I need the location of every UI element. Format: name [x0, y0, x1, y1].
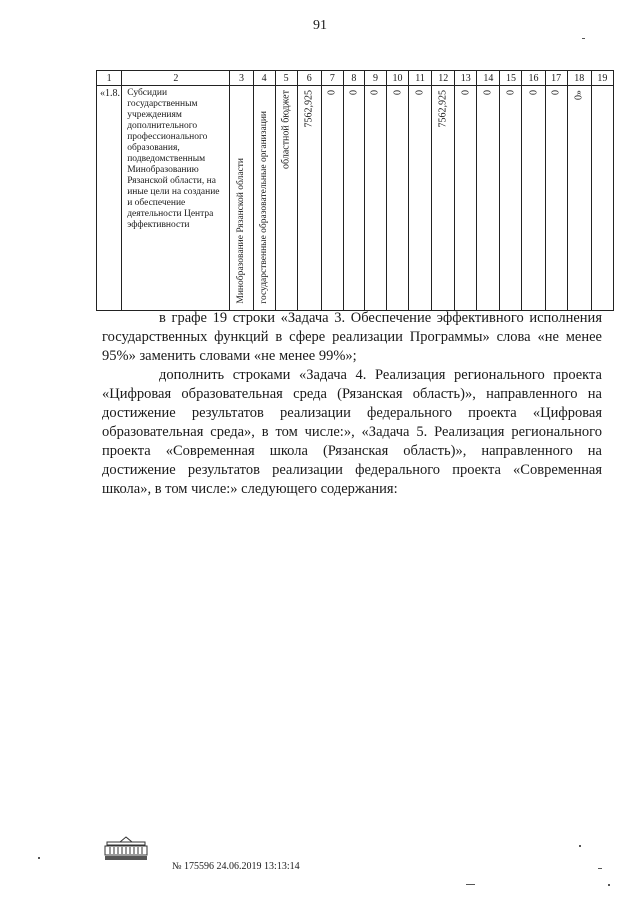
value-cell — [343, 86, 364, 311]
column-header: 7 — [321, 71, 343, 86]
cell-value: 0» — [573, 90, 585, 100]
cell-value: 0 — [348, 90, 360, 95]
column-header: 4 — [253, 71, 275, 86]
value-cell — [522, 86, 545, 311]
column-header: 16 — [522, 71, 545, 86]
cell-value: 0 — [392, 90, 403, 95]
value-cell — [409, 86, 432, 311]
cell-value: 0 — [460, 90, 472, 95]
table-row — [97, 86, 614, 311]
cell-value: 7562,925 — [437, 90, 449, 128]
value-cell — [591, 86, 613, 311]
cell-value: 0 — [528, 90, 540, 95]
scan-speck — [579, 845, 581, 847]
column-header: 2 — [122, 71, 230, 86]
paragraph: в графе 19 строки «Задача 3. Обеспечение эффективного исполнения государственных функций в сфере реализации Программы» слова «не менее 95%» заменить словами «не менее 99%»; — [102, 310, 602, 364]
column-header: 8 — [343, 71, 364, 86]
cell-value: 0 — [326, 90, 338, 95]
value-cell — [386, 86, 408, 311]
responsible-cell — [230, 86, 253, 311]
recipient-text: государственные образовательные организации — [259, 111, 270, 304]
value-cell — [500, 86, 522, 311]
column-header: 19 — [591, 71, 613, 86]
government-building-stamp-icon — [103, 833, 149, 863]
scan-speck — [466, 884, 475, 885]
column-header: 14 — [477, 71, 500, 86]
scan-speck — [38, 857, 40, 859]
funding-source-cell — [275, 86, 297, 311]
column-header: 3 — [230, 71, 253, 86]
value-cell — [364, 86, 386, 311]
value-cell — [477, 86, 500, 311]
total-cell — [297, 86, 321, 311]
responsible-text: Минобразование Рязанской области — [236, 158, 247, 304]
value-cell — [321, 86, 343, 311]
budget-table — [96, 70, 614, 311]
scan-speck — [608, 884, 610, 886]
column-header: 5 — [275, 71, 297, 86]
cell-value: 0 — [505, 90, 517, 95]
row-description: Субсидии государственным учреждениям дополнительного профессионального образования, подведомственным Минобразованию Рязанской области, на иные цели на создание и обеспечение деятельности Центра эффективности — [122, 86, 230, 311]
total-value: 7562,925 — [303, 90, 315, 128]
column-header: 10 — [386, 71, 408, 86]
scan-speck — [598, 868, 602, 869]
page-number: 91 — [313, 18, 327, 33]
row-number: «1.8. — [97, 86, 122, 311]
column-header: 17 — [545, 71, 567, 86]
funding-source-text: областной бюджет — [280, 90, 292, 170]
column-header: 13 — [455, 71, 477, 86]
column-header: 1 — [97, 71, 122, 86]
value-cell — [432, 86, 455, 311]
recipient-cell — [253, 86, 275, 311]
column-header: 15 — [500, 71, 522, 86]
cell-value: 0 — [482, 90, 494, 95]
document-stamp-footer: № 175596 24.06.2019 13:13:14 — [172, 861, 300, 872]
paragraph: дополнить строками «Задача 4. Реализация регионального проекта «Цифровая образовательная среда (Рязанская область)», направленного на достижение результатов реализации федерального проекта «Цифровая образовательная среда», в том числе:», «Задача 5. Реализация регионального проекта «Современная школа (Рязанская область)», направленного на достижение результатов реализации федерального проекта «Современная школа», в том числе:» следующего содержания: — [102, 367, 602, 497]
column-header: 12 — [432, 71, 455, 86]
column-header: 18 — [567, 71, 591, 86]
cell-value: 0 — [550, 90, 562, 95]
value-cell — [545, 86, 567, 311]
column-header: 9 — [364, 71, 386, 86]
cell-value: 0 — [414, 90, 426, 95]
value-cell — [567, 86, 591, 311]
column-header: 6 — [297, 71, 321, 86]
table-header-row — [97, 71, 614, 86]
value-cell — [455, 86, 477, 311]
scan-speck — [582, 38, 585, 39]
column-header: 11 — [409, 71, 432, 86]
amendment-text — [102, 309, 602, 499]
cell-value: 0 — [369, 90, 381, 95]
